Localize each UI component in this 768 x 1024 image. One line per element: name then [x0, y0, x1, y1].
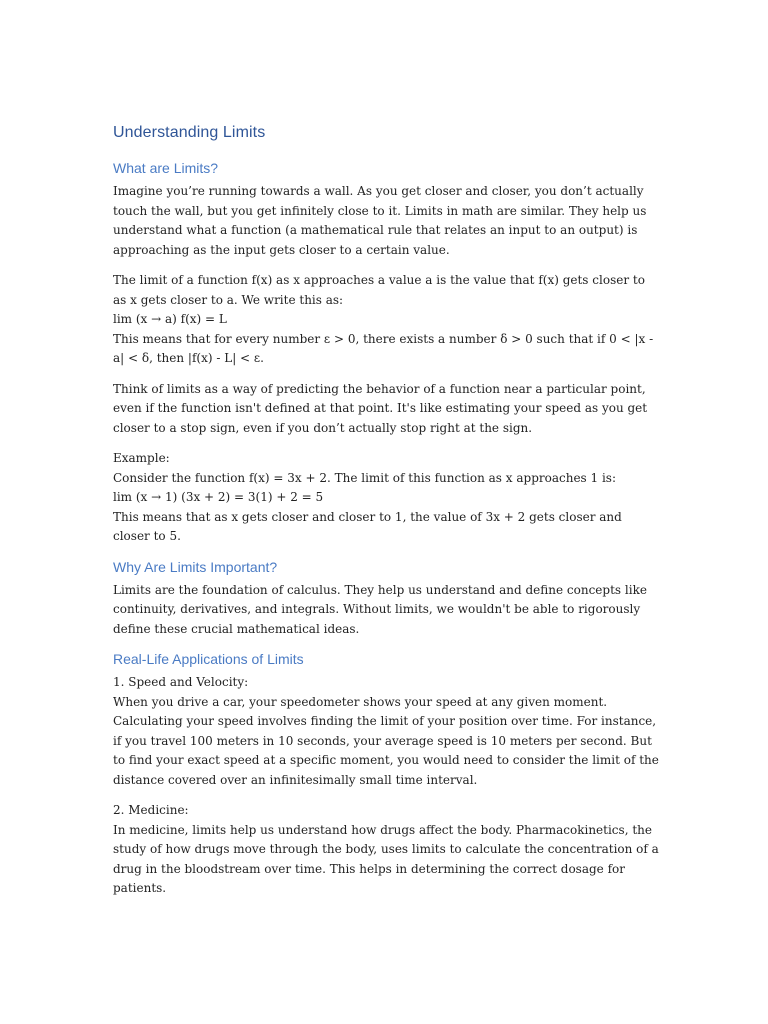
- document-page: [113, 124, 661, 910]
- paragraph: Imagine you’re running towards a wall. As you get closer and closer, you don’t actually touch the wall, but you get infinitely close to it. Limits in math are similar. They help us understand what a function (a mathematical rule that relates an input to an output) is approaching as the input gets closer to a certain value.: [113, 184, 647, 257]
- section-why-important: [113, 559, 661, 640]
- section-real-life-applications: [113, 651, 661, 899]
- section-heading: Real-Life Applications of Limits: [113, 651, 304, 667]
- paragraph: Think of limits as a way of predicting the behavior of a function near a particular point, even if the function isn't defined at that point. It's like estimating your speed as you get closer to a stop sign, even if you don’t actually stop right at the sign.: [113, 381, 648, 435]
- paragraph: The limit of a function f(x) as x approaches a value a is the value that f(x) gets closer to as x gets closer to a. We write this as: lim (x → a) f(x) = L This means that for every number ε > 0, there exists a number δ > 0 such that if 0 < |x - a| < δ, then |f(x) - L| < ε.: [113, 273, 654, 365]
- paragraph: Example: Consider the function f(x) = 3x + 2. The limit of this function as x approaches 1 is: lim (x → 1) (3x + 2) = 3(1) + 2 = 5 This means that as x gets closer and closer to 1, the value of 3x + 2 gets closer and closer to 5.: [113, 451, 622, 543]
- paragraph: 2. Medicine: In medicine, limits help us understand how drugs affect the body. Pharmacokinetics, the study of how drugs move through the body, uses limits to calculate the concentration of a drug in the bloodstream over time. This helps in determining the correct dosage for patients.: [113, 803, 659, 895]
- paragraph: Limits are the foundation of calculus. They help us understand and define concepts like continuity, derivatives, and integrals. Without limits, we wouldn't be able to rigorously define these crucial mathematical ideas.: [113, 582, 647, 636]
- paragraph: 1. Speed and Velocity: When you drive a car, your speedometer shows your speed at any given moment. Calculating your speed involves finding the limit of your position over time. For instance, if you travel 100 meters in 10 seconds, your average speed is 10 meters per second. But to find your exact speed at a specific moment, you would need to consider the limit of the distance covered over an infinitesimally small time interval.: [113, 675, 659, 787]
- section-what-are-limits: [113, 160, 661, 547]
- document-title: Understanding Limits: [113, 124, 266, 141]
- section-heading: Why Are Limits Important?: [113, 558, 278, 575]
- section-heading: What are Limits?: [113, 160, 219, 176]
